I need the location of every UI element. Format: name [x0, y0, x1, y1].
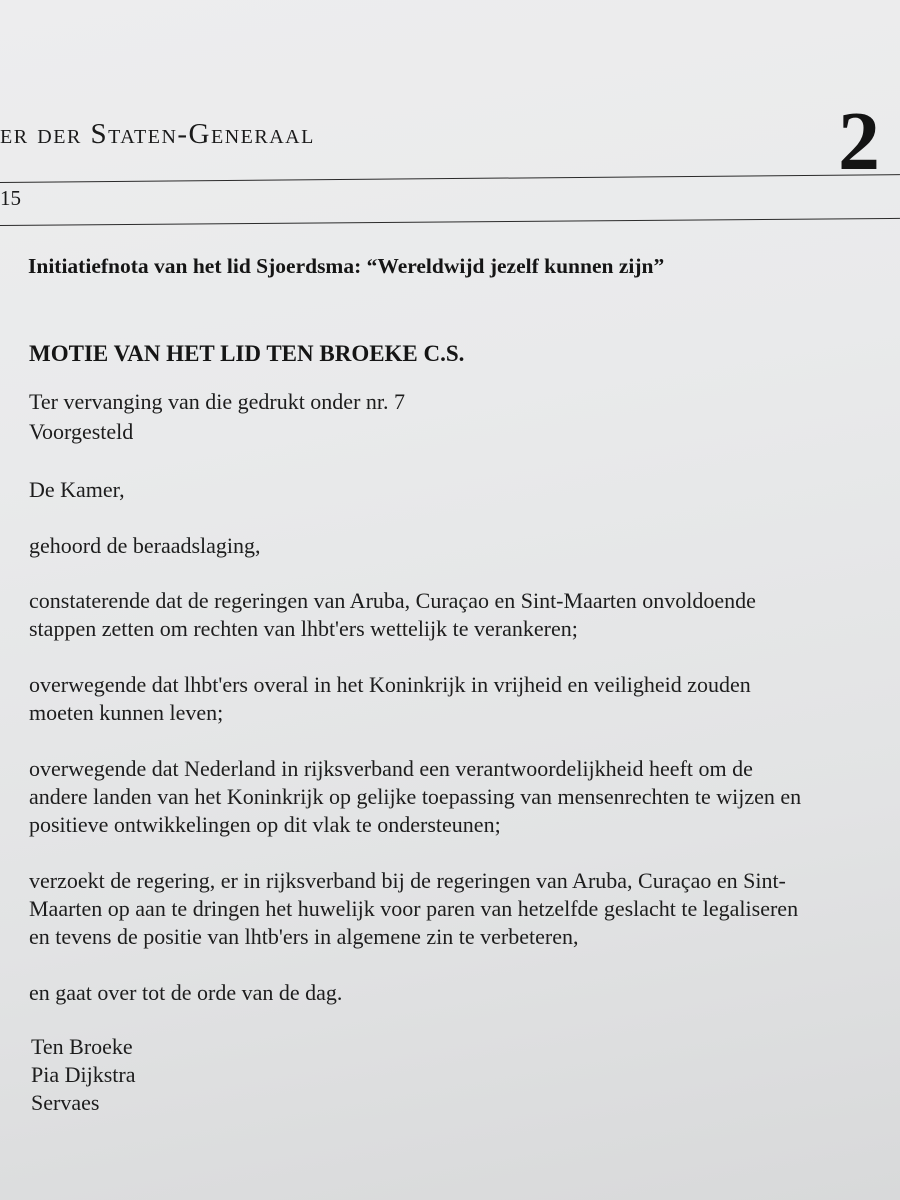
considering-1-line-2: stappen zetten om rechten van lhbt'ers wettelijk te verankeren; [29, 616, 578, 641]
considering-2-line-1: overwegende dat lhbt'ers overal in het Koninkrijk in vrijheid en veiligheid zouden [29, 672, 751, 697]
signatory: Pia Dijkstra [31, 1062, 136, 1087]
considering-3-line-1: overwegende dat Nederland in rijksverband een verantwoordelijkheid heeft om de [29, 756, 753, 781]
addressee: De Kamer, [29, 477, 125, 502]
replacement-note: Ter vervanging van die gedrukt onder nr. 7 [29, 389, 406, 414]
request-line-2: Maarten op aan te dringen het huwelijk voor paren van hetzelfde geslacht te legaliseren [29, 896, 799, 921]
motion-heading: MOTIE VAN HET LID TEN BROEKE C.S. [29, 341, 465, 366]
document-number: 2 [838, 95, 880, 188]
document-title: Initiatiefnota van het lid Sjoerdsma: “Wereldwijd jezelf kunnen zijn” [28, 254, 665, 278]
signatory: Servaes [31, 1090, 100, 1115]
header-rule-top [0, 174, 900, 183]
motion-status: Voorgesteld [29, 419, 134, 444]
considering-2-line-2: moeten kunnen leven; [29, 700, 224, 725]
considering-3-line-2: andere landen van het Koninkrijk op gelijke toepassing van mensenrechten te wijzen en [29, 784, 802, 809]
session-year: 15 [0, 186, 21, 210]
signatory: Ten Broeke [31, 1034, 133, 1059]
header-title: er der Staten-Generaal [0, 118, 315, 150]
considering-3-line-3: positieve ontwikkelingen op dit vlak te ondersteunen; [29, 812, 501, 837]
closing-clause: en gaat over tot de orde van de dag. [29, 980, 343, 1005]
considering-1-line-1: constaterende dat de regeringen van Aruba, Curaçao en Sint-Maarten onvoldoende [29, 588, 756, 613]
header-rule-bottom [0, 218, 900, 226]
heard-clause: gehoord de beraadslaging, [29, 533, 261, 558]
request-line-1: verzoekt de regering, er in rijksverband bij de regeringen van Aruba, Curaçao en Sint- [29, 868, 786, 893]
request-line-3: en tevens de positie van lhtb'ers in algemene zin te verbeteren, [29, 924, 579, 949]
